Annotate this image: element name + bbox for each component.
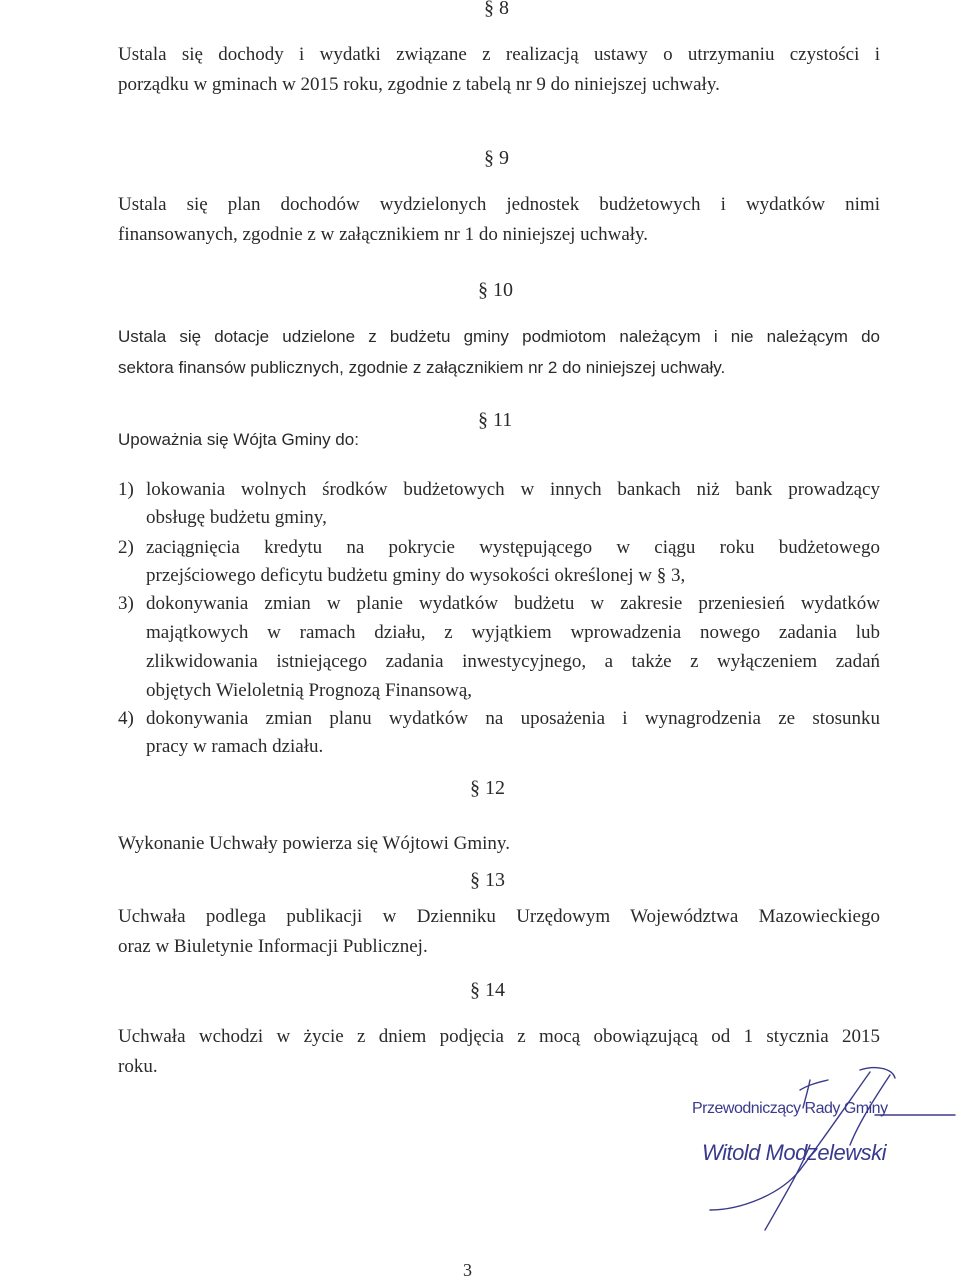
section-12-heading: § 12: [470, 777, 505, 799]
list-item-2-line-2: przejściowego deficytu budżetu gminy do wysokości określonej w § 3,: [146, 565, 686, 586]
section-13-line-1: Uchwała podlega publikacji w Dzienniku Urzędowym Województwa Mazowieckiego: [118, 906, 880, 927]
list-item-3-line-3: zlikwidowania istniejącego zadania inwestycyjnego, a także z wyłączeniem zadań: [146, 651, 880, 672]
list-item-number: 1): [118, 479, 134, 500]
section-12-line-1: Wykonanie Uchwały powierza się Wójtowi Gminy.: [118, 833, 510, 854]
signature-name: Witold Modzelewski: [702, 1140, 886, 1165]
list-item-3-line-1: dokonywania zmian w planie wydatków budżetu w zakresie przeniesień wydatków: [146, 593, 880, 614]
section-8-line-1: Ustala się dochody i wydatki związane z realizacją ustawy o utrzymaniu czystości i: [118, 44, 880, 65]
section-13-line-2: oraz w Biuletynie Informacji Publicznej.: [118, 936, 428, 957]
section-9-heading: § 9: [484, 147, 509, 169]
section-10-line-2: sektora finansów publicznych, zgodnie z załącznikiem nr 2 do niniejszej uchwały.: [118, 358, 726, 377]
list-item-4-line-2: pracy w ramach działu.: [146, 736, 324, 757]
section-11-intro: Upoważnia się Wójta Gminy do:: [118, 430, 359, 449]
list-item-2-line-1: zaciągnięcia kredytu na pokrycie występującego w ciągu roku budżetowego: [146, 537, 880, 558]
list-item-number: 2): [118, 537, 134, 558]
list-item-1-line-2: obsługę budżetu gminy,: [146, 507, 327, 528]
list-item-number: 4): [118, 708, 134, 729]
signature-stamp: [660, 1060, 960, 1240]
section-9-line-2: finansowanych, zgodnie z w załącznikiem nr 1 do niniejszej uchwały.: [118, 224, 649, 245]
list-item-1-line-1: lokowania wolnych środków budżetowych w innych bankach niż bank prowadzący: [146, 479, 880, 500]
list-item-number: 3): [118, 593, 134, 614]
section-14-heading: § 14: [470, 979, 505, 1001]
section-10-heading: § 10: [478, 279, 513, 301]
page-number: 3: [463, 1260, 472, 1280]
signature-title: Przewodniczący Rady Gminy: [692, 1100, 888, 1117]
section-10-line-1: Ustala się dotacje udzielone z budżetu gminy podmiotom należącym i nie należącym do: [118, 327, 880, 346]
section-9-line-1: Ustala się plan dochodów wydzielonych jednostek budżetowych i wydatków nimi: [118, 194, 880, 215]
list-item-3-line-2: majątkowych w ramach działu, z wyjątkiem wprowadzenia nowego zadania lub: [146, 622, 880, 643]
section-8-heading: § 8: [484, 0, 509, 19]
section-14-line-2: roku.: [118, 1056, 158, 1077]
list-item-4-line-1: dokonywania zmian planu wydatków na uposażenia i wynagrodzenia ze stosunku: [146, 708, 880, 729]
section-8-line-2: porządku w gminach w 2015 roku, zgodnie z tabelą nr 9 do niniejszej uchwały.: [118, 74, 720, 95]
section-14-line-1: Uchwała wchodzi w życie z dniem podjęcia z mocą obowiązującą od 1 stycznia 2015: [118, 1026, 880, 1047]
section-11-heading: § 11: [478, 409, 513, 431]
section-13-heading: § 13: [470, 869, 505, 891]
list-item-3-line-4: objętych Wieloletnią Prognozą Finansową,: [146, 680, 473, 701]
